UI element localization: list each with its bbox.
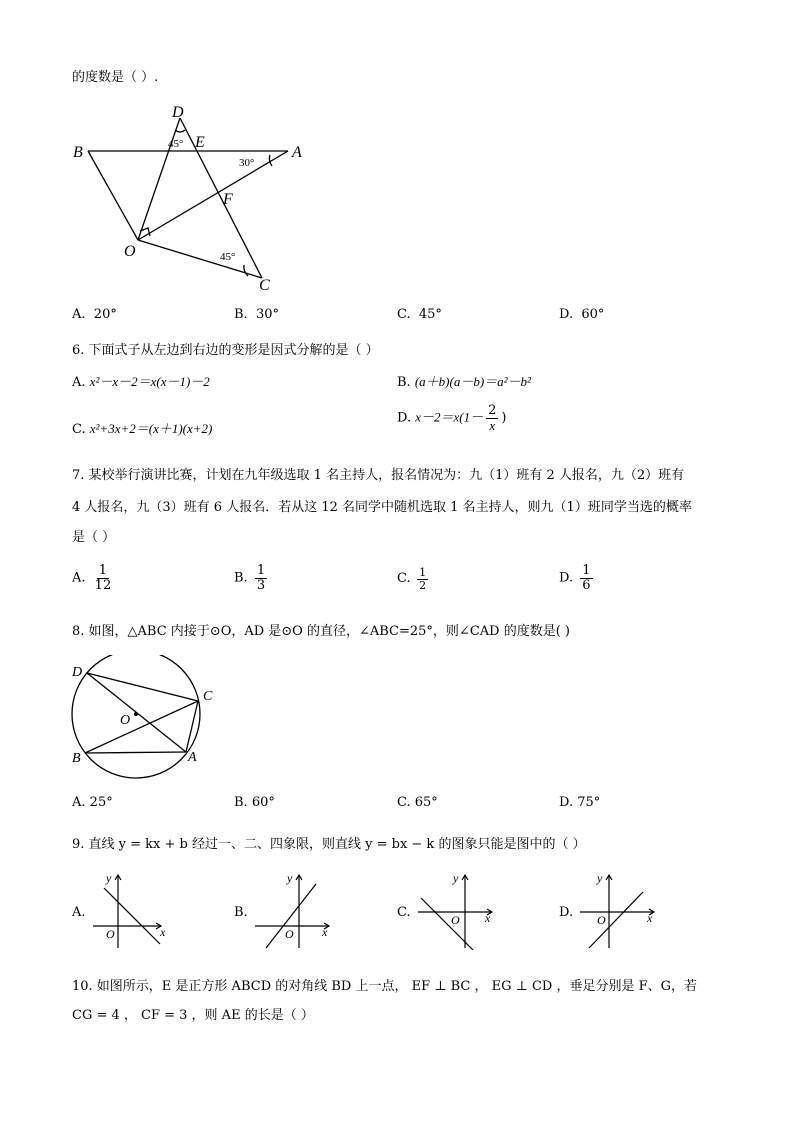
svg-text:x: x	[485, 911, 491, 925]
q5-angle-c: 45°	[220, 251, 236, 263]
q9-option-d-letter[interactable]: D.	[559, 905, 574, 920]
q6-stem: 6. 下面式子从左边到右边的变形是因式分解的是（ ）	[72, 343, 379, 358]
q9-stem: 9. 直线 y = kx + b 经过一、二、四象限，则直线 y = bx − k 的图象只能是图中的（ ）	[72, 837, 586, 852]
q9-graph-a[interactable]	[88, 870, 173, 950]
q9-option-a-letter[interactable]: A.	[72, 905, 86, 920]
q5-label-d: D	[172, 104, 184, 121]
q9-option-c-letter[interactable]: C.	[397, 905, 411, 920]
q5-label-e: E	[195, 134, 205, 151]
q7-stem-line2: 4 人报名，九（3）班有 6 人报名．若从这 12 名同学中随机选取 1 名主持人，则九（1）班同学当选的概率	[72, 500, 692, 515]
svg-text:y: y	[453, 871, 459, 885]
q6-option-d[interactable]: D. x－2＝x(1－ $\frac{2}{x}$ )	[397, 403, 507, 433]
svg-text:O: O	[285, 927, 294, 941]
svg-text:O: O	[597, 913, 606, 927]
q8-option-c[interactable]: C. 65°	[397, 795, 438, 810]
q8-option-a[interactable]: A. 25°	[72, 795, 113, 810]
q8-option-b[interactable]: B. 60°	[234, 795, 275, 810]
q7-option-c[interactable]: C. $\frac{1}{2}$	[397, 566, 427, 592]
q6-option-c[interactable]: C. x²+3x+2＝(x＋1)(x+2)	[72, 421, 213, 437]
q9-graph-c[interactable]	[413, 870, 498, 950]
q8-label-a: A	[188, 750, 197, 765]
q5-angle-a: 30°	[239, 157, 255, 169]
q5-option-b[interactable]: B. 30°	[234, 307, 279, 322]
q5-angle-d: 45°	[168, 138, 184, 150]
q8-label-b: B	[72, 751, 81, 766]
q5-label-c: C	[259, 277, 270, 294]
q5-option-d[interactable]: D. 60°	[559, 307, 605, 322]
q7-option-a[interactable]: A. $\frac{1}{12}$	[72, 563, 112, 593]
q5-label-b: B	[73, 144, 83, 161]
q8-label-o: O	[120, 713, 131, 728]
q7-option-d[interactable]: D. $\frac{1}{6}$	[559, 563, 591, 593]
q8-label-c: C	[203, 689, 213, 704]
svg-text:O: O	[451, 913, 460, 927]
q5-figure	[66, 100, 316, 295]
q10-stem-line2: CG = 4 ， CF = 3 ，则 AE 的长是（ ）	[72, 1008, 314, 1023]
svg-text:x: x	[322, 925, 328, 939]
q5-option-a[interactable]: A. 20°	[72, 307, 117, 322]
svg-text:y: y	[287, 871, 293, 885]
q8-figure	[66, 655, 226, 785]
q6-option-b[interactable]: B. (a＋b)(a－b)＝a²－b²	[397, 374, 531, 390]
q10-stem-line1: 10. 如图所示，E 是正方形 ABCD 的对角线 BD 上一点， EF ⊥ BC ， EG ⊥ CD ，垂足分别是 F、G，若	[72, 979, 698, 994]
q7-stem-line1: 7. 某校举行演讲比赛，计划在九年级选取 1 名主持人，报名情况为：九（1）班有 2 人报名，九（2）班有	[72, 468, 685, 483]
svg-text:O: O	[106, 927, 115, 941]
svg-text:x: x	[647, 911, 653, 925]
q5-label-o: O	[124, 243, 136, 260]
q8-label-d: D	[72, 665, 83, 680]
q9-graph-b[interactable]	[250, 870, 335, 950]
svg-text:x: x	[160, 925, 166, 939]
svg-text:y: y	[597, 871, 603, 885]
q8-stem: 8. 如图，△ABC 内接于⊙O，AD 是⊙O 的直径，∠ABC=25°，则∠CAD 的度数是( )	[72, 624, 570, 639]
q8-option-d[interactable]: D. 75°	[559, 795, 601, 810]
q5-stem-tail: 的度数是（ ）.	[72, 70, 159, 85]
q5-option-c[interactable]: C. 45°	[397, 307, 442, 322]
q5-label-a: A	[292, 144, 302, 161]
q9-graph-d[interactable]	[575, 870, 660, 950]
q7-option-b[interactable]: B. $\frac{1}{3}$	[234, 563, 266, 593]
svg-text:y: y	[106, 871, 112, 885]
q5-label-f: F	[223, 191, 233, 208]
q6-option-a[interactable]: A. x²－x－2＝x(x－1)－2	[72, 374, 210, 390]
q9-option-b-letter[interactable]: B.	[234, 905, 248, 920]
q7-stem-line3: 是（ ）	[72, 530, 116, 545]
